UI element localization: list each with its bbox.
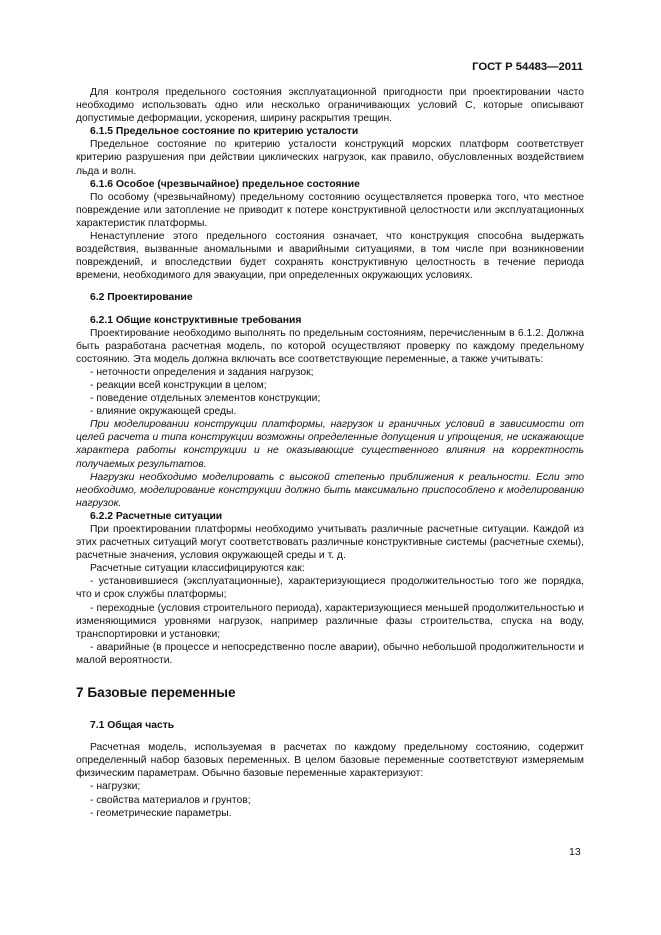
paragraph: Расчетная модель, используемая в расчетах по каждому предельному состоянию, содержит определенный набор базовых переменных. В целом базовые переменные соответствуют измеряемым физическим параметрам. Обычно базовые переменные характеризуют:: [76, 742, 584, 780]
section-heading: 7.1 Общая часть: [90, 720, 175, 732]
list-item: - поведение отдельных элементов конструкции;: [90, 393, 321, 405]
paragraph: При моделировании конструкции платформы, нагрузок и граничных условий в зависимости от целей расчета и типа конструкции возможны определенные допущения и упрощения, не искажающие характера работы конструкции и не оказывающие существенного влияния на корректность получаемых результатов.: [76, 419, 584, 470]
list-item: - установившиеся (эксплуатационные), характеризующиеся продолжительностью того же порядка, что и срок службы платформы;: [76, 576, 584, 601]
section-heading: 6.2.2 Расчетные ситуации: [90, 510, 223, 522]
list-item: - нагрузки;: [90, 781, 141, 793]
list-item: - неточности определения и задания нагрузок;: [90, 366, 314, 378]
paragraph: Проектирование необходимо выполнять по предельным состояниям, перечисленным в 6.1.2. Должна быть разработана расчетная модель, по которой осуществляют проверку по каждому предельному состоянию. Эта модель должна включать все соответствующие переменные, а также учитывать:: [76, 327, 584, 365]
list-item: - аварийные (в процессе и непосредственно после аварии), обычно небольшой продолжительности и малой вероятности.: [76, 641, 584, 666]
list-item: - свойства материалов и грунтов;: [90, 794, 251, 806]
standard-number: ГОСТ Р 54483—2011: [472, 61, 583, 73]
paragraph: Предельное состояние по критерию усталости конструкций морских платформ соответствует критерию разрушения при действии циклических нагрузок, как правило, обусловленных воздействием льда и волн.: [76, 139, 584, 177]
section-heading: 6.1.6 Особое (чрезвычайное) предельное состояние: [90, 178, 360, 190]
section-heading: 6.1.5 Предельное состояние по критерию усталости: [90, 126, 359, 138]
page-number: 13: [569, 846, 581, 858]
section-heading: 6.2.1 Общие конструктивные требования: [90, 314, 302, 326]
chapter-heading: 7 Базовые переменные: [76, 685, 236, 701]
paragraph: Расчетные ситуации классифицируются как:: [90, 563, 305, 575]
list-item: - влияние окружающей среды.: [90, 406, 237, 418]
paragraph: При проектировании платформы необходимо учитывать различные расчетные ситуации. Каждой из этих расчетных ситуаций могут соответствовать различные конструктивные системы (расчетные схемы), расчетные значения, условия окружающей среды и т. д.: [76, 524, 584, 562]
paragraph: Для контроля предельного состояния эксплуатационной пригодности при проектировании часто необходимо использовать одно или несколько ограничивающих условий С, которые описывают допустимые деформации, ускорения, ширину раскрытия трещин.: [76, 87, 584, 125]
list-item: - геометрические параметры.: [90, 807, 232, 819]
section-heading: 6.2 Проектирование: [90, 292, 193, 304]
document-body: [76, 86, 584, 820]
list-item: - переходные (условия строительного периода), характеризующиеся меньшей продолжительностью и изменяющимися уровнями нагрузок, например различные фазы строительства, спуска на воду, транспортировки и установки;: [76, 602, 584, 640]
paragraph: Ненаступление этого предельного состояния означает, что конструкция способна выдержать воздействия, вызванные аномальными и аварийными ситуациями, в том числе при возникновении повреждений, и впоследствии будет сохранять конструктивную целостность в течение периода времени, необходимого для эвакуации, при определенных окружающих условиях.: [76, 231, 584, 282]
paragraph: По особому (чрезвычайному) предельному состоянию осуществляется проверка того, что местное повреждение или затопление не приводит к потере конструктивной целостности или эксплуатационных характеристик платформы.: [76, 191, 584, 229]
list-item: - реакции всей конструкции в целом;: [90, 379, 267, 391]
paragraph: Нагрузки необходимо моделировать с высокой степенью приближения к реальности. Если это необходимо, моделирование конструкции должно быть максимально приспособлено к моделированию нагрузок.: [76, 471, 584, 509]
